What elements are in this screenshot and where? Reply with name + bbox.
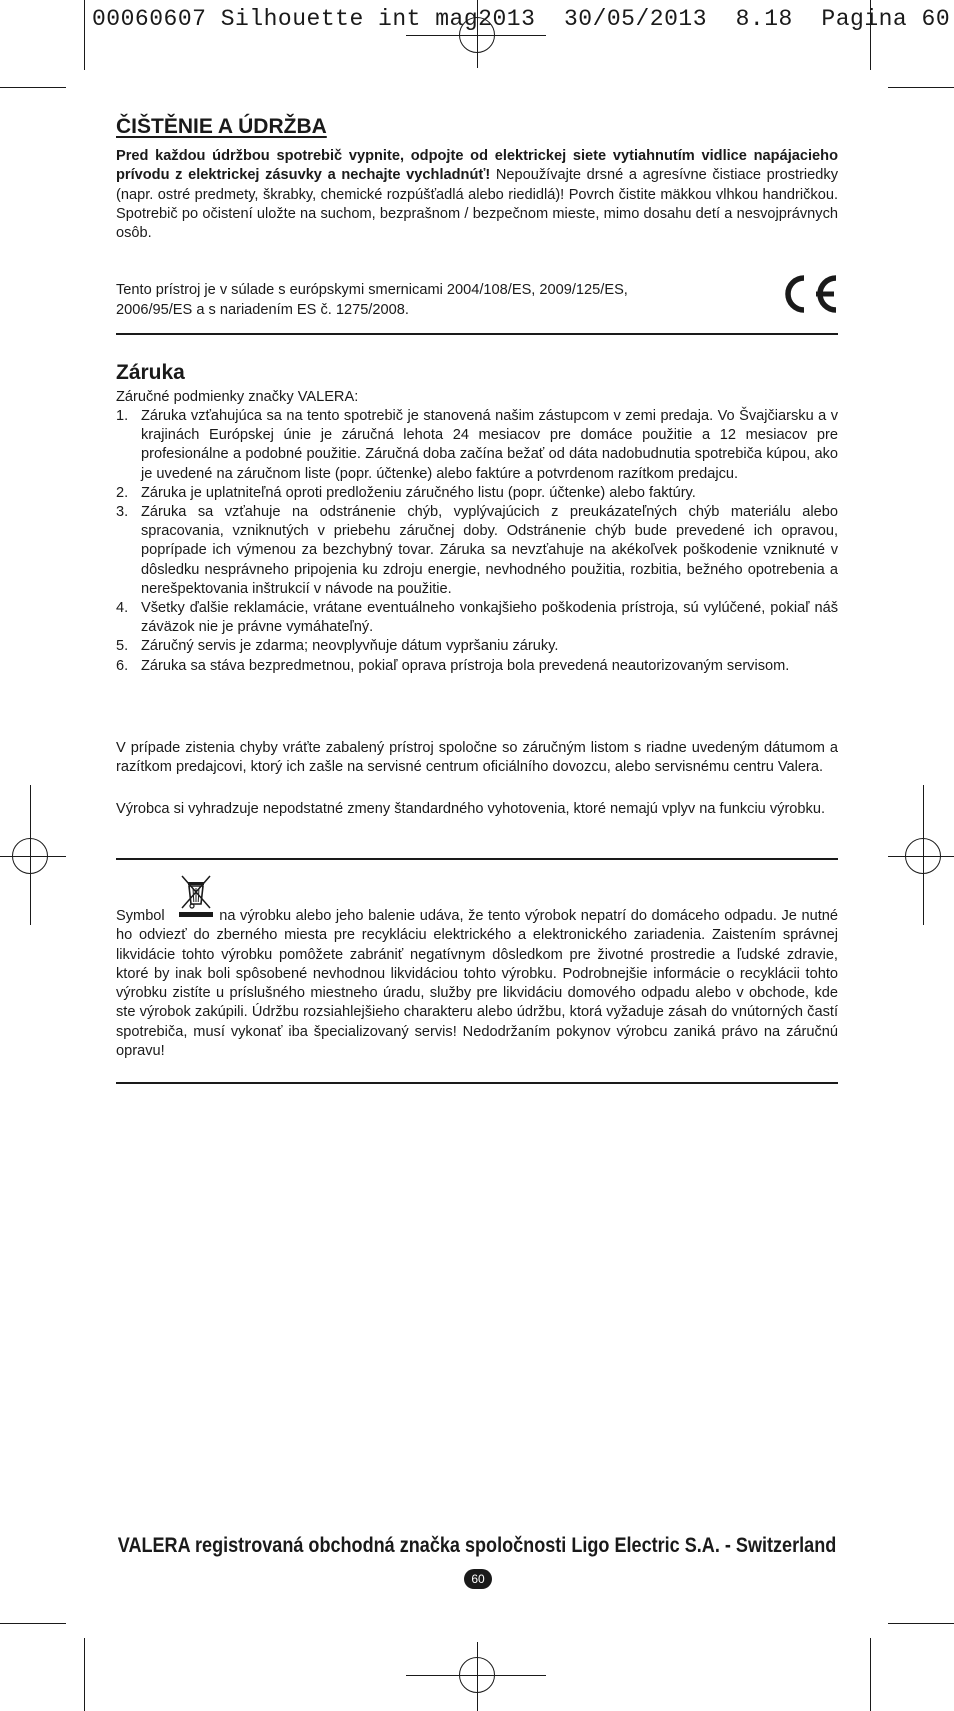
registration-mark (12, 838, 48, 874)
warranty-title: Záruka (116, 361, 185, 384)
list-text: Záručný servis je zdarma; neovplyvňuje dátum vypršaniu záruky. (141, 638, 559, 655)
list-text: Záruka vzťahujúca sa na tento spotrebič je stanovená našim zástupcom v zemi predaja. Vo Švajčiarsku a v krajinách Európskej únie je záručná lehota 24 mesiacov pre domáce použitie a 12 mesiacov pre profesionálne a podobné použitie. Záručná doba začína bežať od dáta nadobudnutia spotrebiča kúpou, ako je uvedené na záručnom liste (popr. účtenke) alebo faktúre a potvrdenom razítkom predajcu. (141, 408, 838, 482)
defect-text: V prípade zistenia chyby vráťte zabalený prístroj spoločne so záručným listom s riadne uvedeným dátumom a razítkom predajcovi, ktorý ich zašle na servisné centrum oficiálního dovozcu, alebo servisnému centru Valera. (116, 740, 838, 776)
crop-mark (84, 0, 85, 70)
disposal-paragraph (116, 907, 838, 1061)
list-item (116, 599, 838, 637)
list-text: Záruka je uplatniteľná oproti predloženiu záručného listu (popr. účtenke) alebo faktúry. (141, 484, 696, 501)
crop-mark (888, 87, 954, 88)
section-divider (116, 1082, 838, 1084)
crop-mark (888, 1623, 954, 1624)
list-item (116, 657, 838, 676)
list-text: Záruka sa vzťahuje na odstránenie chýb, vyplývajúcich z preukázateľných chýb materiálu alebo spracovania, vzniknutých v priebehu záručnej doby. Odstránenie chýb bude prevedené ich opravou, poprípade ich výmenou za bezchybný tovar. Záruka sa nevzťahuje na akékoľvek poškodenie vzniknuté v dôsledku nesprávneho pripojenia ku zdroju energie, nevhodného použitia, rozbitia, bežného opotrebenia a nerešpektovania inštrukcií v návode na použitie. (141, 504, 838, 597)
compliance-text: Tento prístroj je v súlade s európskymi smernicami 2004/108/ES, 2009/125/ES, 2006/95/ES a s nariadením ES č. 1275/2008. (116, 282, 628, 318)
crop-mark (0, 1623, 66, 1624)
list-number: 5. (116, 638, 129, 655)
registration-mark (459, 1657, 495, 1693)
symbol-label: Symbol (116, 908, 165, 924)
list-number: 2. (116, 484, 129, 501)
disposal-text: na výrobku alebo jeho balenie udáva, že tento výrobok nepatrí do domáceho odpadu. Je nutné ho odviezť do zberného miesta pre recykláciu elektrického a elektronického zariadenia. Zaistením správnej likvidácie tohto výrobku pomôžete zabrániť negatívnym dôsledkom pre životné prostredie a ľudské zdravie, ktoré by inak boli spôsobené nevhodnou likvidáciou tohto výrobku. Podrobnejšie informácie o recyklácii tohto výrobku zistíte u príslušného miestneho úradu, služby pre likvidáciu domového odpadu alebo v obchode, kde ste výrobok zakúpili. Údržbu rozsiahlejšieho charakteru alebo údržbu, ktorá vyžaduje zásah do vnútorných častí spotrebiča, musí vykonať iba špecializovaný servis! Nedodržaním pokynov výrobcu zaniká právo na záručnú opravu! (116, 908, 838, 1060)
footer-trademark: VALERA registrovaná obchodná značka spoločnosti Ligo Electric S.A. - Switzerland (117, 1534, 837, 1557)
cleaning-paragraph (116, 147, 838, 243)
changes-text: Výrobca si vyhradzuje nepodstatné zmeny štandardného vyhotovenia, ktoré nemajú vplyv na funkciu výrobku. (116, 801, 826, 817)
page-number: 60 (464, 1569, 492, 1589)
crop-mark (870, 1638, 871, 1711)
list-number: 6. (116, 657, 129, 674)
list-text: Všetky ďalšie reklamácie, vrátane eventuálneho vonkajšieho poškodenia prístroja, sú vylúčené, pokiaľ náš záväzok nie je právne vymáhateľný. (141, 600, 838, 636)
registration-mark (905, 838, 941, 874)
warranty-list (116, 407, 838, 676)
list-number: 3. (116, 504, 129, 521)
crop-mark (0, 87, 66, 88)
cleaning-title: ČIŠTĚNIE A ÚDRŽBA (116, 115, 327, 138)
cleaning-text: Nepoužívajte drsné a agresívne čistiace prostriedky (napr. ostré predmety, škrabky, chemické rozpúšťadlá alebo riedidlá)! Povrch čistite mäkkou vlhkou handričkou. Spotrebič po očistení uložte na suchom, bezprašnom / bezpečnom mieste, mimo dosahu detí a nesvojprávnych osôb. (116, 167, 838, 242)
list-number: 4. (116, 600, 129, 617)
crop-mark (84, 1638, 85, 1711)
list-item (116, 637, 838, 656)
list-item (116, 484, 838, 503)
cleaning-warning: Pred každou údržbou spotrebič vypnite, odpojte od elektrickej siete vytiahnutím vidlice napájacieho prívodu z elektrickej zásuvky a nechajte vychladnúť! (116, 148, 838, 184)
list-number: 1. (116, 408, 129, 424)
list-text: Záruka sa stáva bezpredmetnou, pokiaľ oprava prístroja bola prevedená neautorizovaným servisom. (141, 657, 790, 674)
list-item (116, 407, 838, 484)
list-item (116, 503, 838, 599)
print-slug: 00060607 Silhouette int mag2013 30/05/2013 8.18 Pagina 60 (92, 6, 951, 32)
ce-mark-icon (778, 272, 840, 316)
section-divider (116, 333, 838, 335)
section-divider (116, 858, 838, 860)
warranty-intro: Záručné podmienky značky VALERA: (116, 389, 359, 405)
